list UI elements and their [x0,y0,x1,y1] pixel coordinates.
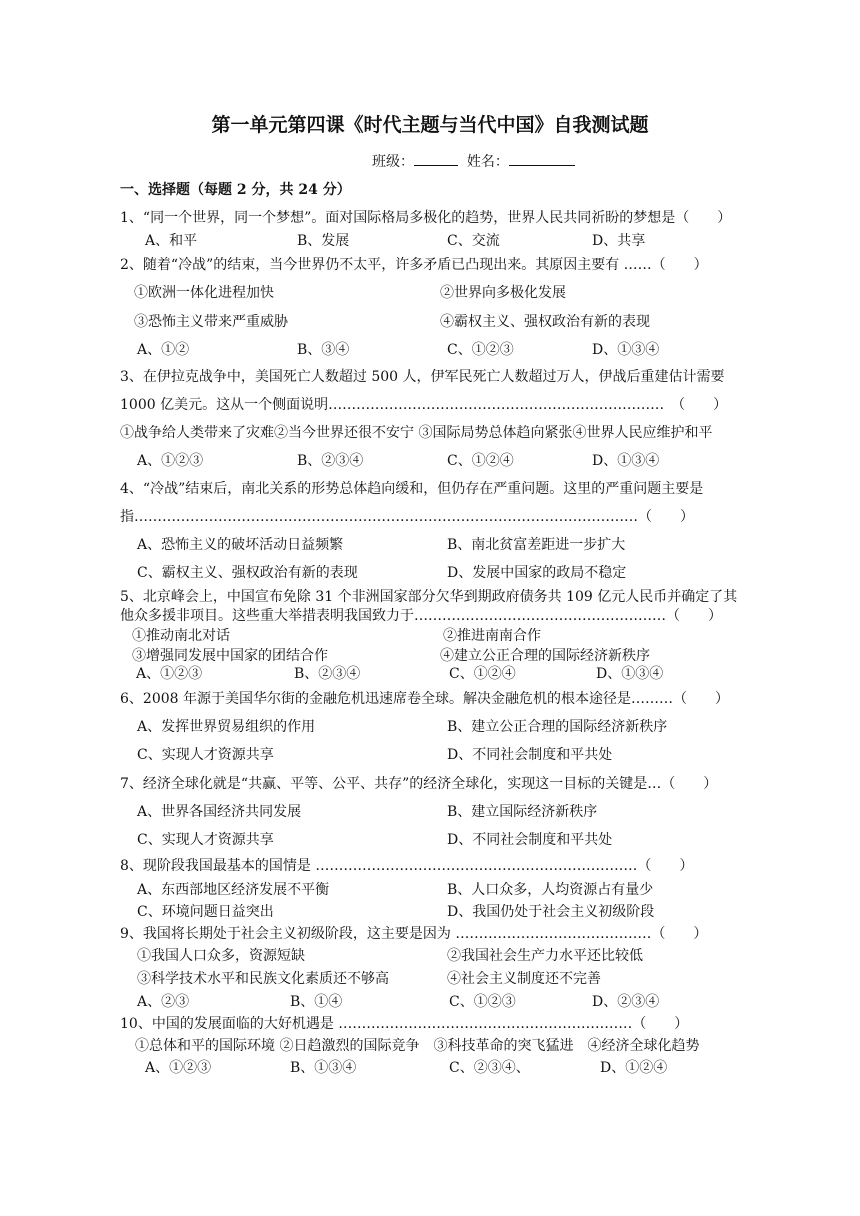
q2-statement-3: ③恐怖主义带来严重威胁 [134,314,288,330]
q10-option-a: A、①②③ [145,1060,212,1076]
q6-option-d: D、不同社会制度和平共处 [447,747,613,763]
question-3-stem-line2: 1000 亿美元。这从一个侧面说明……………………………………………………………… （ ） [120,397,728,413]
q7-option-d: D、不同社会制度和平共处 [447,832,613,848]
q1-option-b: B、发展 [297,233,350,249]
q3-statements: ①战争给人类带来了灾难②当今世界还很不安宁 ③国际局势总体趋向紧张④世界人民应维护和平 [120,425,713,441]
class-label: 班级： [372,154,414,170]
question-5-stem-line2: 他众多援非项目。这些重大举措表明我国致力于………………………………………………（ ） [120,608,722,624]
page-title: 第一单元第四课《时代主题与当代中国》自我测试题 [211,114,649,136]
q2-statement-1: ①欧洲一体化进程加快 [134,285,274,301]
q5-option-d: D、①③④ [596,666,664,682]
q6-option-b: B、建立公正合理的国际经济新秩序 [447,719,668,735]
q4-option-b: B、南北贫富差距进一步扩大 [447,537,626,553]
question-6-stem: 6、2008 年源于美国华尔街的金融危机迅速席卷全球。解决金融危机的根本途径是………（ ） [120,691,729,707]
q7-option-b: B、建立国际经济新秩序 [447,804,598,820]
question-2-stem: 2、随着“冷战”的结束，当今世界仍不太平，许多矛盾已凸现出来。其原因主要有 ……（ ） [120,257,708,273]
q5-option-b: B、②③④ [294,666,361,682]
question-9-stem: 9、我国将长期处于社会主义初级阶段，这主要是因为 ……………………………………（ ） [120,926,708,942]
q5-option-a: A、①②③ [136,666,203,682]
q1-option-d: D、共享 [592,233,646,249]
q1-option-c: C、交流 [447,233,500,249]
question-10-stem: 10、中国的发展面临的大好机遇是 ………………………………………………………（ ） [120,1016,689,1032]
student-info [372,153,575,171]
question-1-stem: 1、“同一个世界，同一个梦想”。面对国际格局多极化的趋势，世界人民共同祈盼的梦想是（ ） [120,210,732,226]
q2-statement-4: ④霸权主义、强权政治有新的表现 [440,314,650,330]
q9-option-b: B、①④ [290,994,343,1010]
question-5-stem-line1: 5、北京峰会上，中国宣布免除 31 个非洲国家部分欠华到期政府债务共 109 亿元人民币并确定了其 [120,589,738,605]
q9-option-c: C、①②③ [449,994,516,1010]
q10-option-b: B、①③④ [290,1060,357,1076]
q4-option-a: A、恐怖主义的破坏活动日益频繁 [137,537,344,553]
q2-option-c: C、①②③ [447,342,514,358]
q3-option-c: C、①②④ [447,453,514,469]
q9-option-d: D、②③④ [592,994,660,1010]
q3-option-a: A、①②③ [137,453,204,469]
q5-statement-2: ②推进南南合作 [443,628,541,644]
q10-statements: ①总体和平的国际环境 ②日趋激烈的国际竞争 ③科技革命的突飞猛进 ④经济全球化趋势 [135,1038,700,1054]
section-heading: 一、选择题（每题 2 分，共 24 分） [120,182,351,198]
question-8-stem: 8、现阶段我国最基本的国情是 ……………………………………………………………（ ） [120,858,694,874]
q4-option-d: D、发展中国家的政局不稳定 [447,565,627,581]
q3-option-d: D、①③④ [592,453,660,469]
q6-option-a: A、发挥世界贸易组织的作用 [137,719,316,735]
q9-statement-4: ④社会主义制度还不完善 [447,971,601,987]
q5-option-c: C、①②④ [449,666,516,682]
q2-option-d: D、①③④ [592,342,660,358]
q1-option-a: A、和平 [145,233,198,249]
q10-option-c: C、②③④、 [449,1060,530,1076]
q7-option-a: A、世界各国经济共同发展 [137,804,302,820]
question-4-stem-line2: 指………………………………………………………………………………………………（ ） [120,509,694,525]
name-blank [509,153,575,166]
q5-statement-4: ④建立公正合理的国际经济新秩序 [440,648,650,664]
question-4-stem-line1: 4、“冷战”结束后，南北关系的形势总体趋向缓和，但仍存在严重问题。这里的严重问题主要是 [120,481,704,497]
question-3-stem-line1: 3、在伊拉克战争中，美国死亡人数超过 500 人，伊军民死亡人数超过万人，伊战后重建估计需要 [120,369,725,385]
q8-option-d: D、我国仍处于社会主义初级阶段 [447,904,655,920]
q4-option-c: C、霸权主义、强权政治有新的表现 [137,565,358,581]
q2-option-a: A、①② [137,342,190,358]
q2-statement-2: ②世界向多极化发展 [440,285,566,301]
q9-statement-3: ③科学技术水平和民族文化素质还不够高 [137,971,389,987]
q8-option-c: C、环境问题日益突出 [137,904,274,920]
q9-option-a: A、②③ [137,994,190,1010]
q10-option-d: D、①②④ [600,1060,668,1076]
class-blank [414,153,458,166]
q6-option-c: C、实现人才资源共享 [137,747,274,763]
q9-statement-1: ①我国人口众多，资源短缺 [137,948,305,964]
q9-statement-2: ②我国社会生产力水平还比较低 [447,948,643,964]
q5-statement-3: ③增强同发展中国家的团结合作 [132,648,328,664]
q8-option-b: B、人口众多，人均资源占有量少 [447,882,654,898]
question-7-stem: 7、经济全球化就是“共赢、平等、公平、共存”的经济全球化，实现这一目标的关键是…（ ） [120,776,718,792]
q2-option-b: B、③④ [297,342,350,358]
name-label: 姓名： [466,154,509,170]
q3-option-b: B、②③④ [297,453,364,469]
q5-statement-1: ①推动南北对话 [132,628,230,644]
q8-option-a: A、东西部地区经济发展不平衡 [137,882,330,898]
q7-option-c: C、实现人才资源共享 [137,832,274,848]
